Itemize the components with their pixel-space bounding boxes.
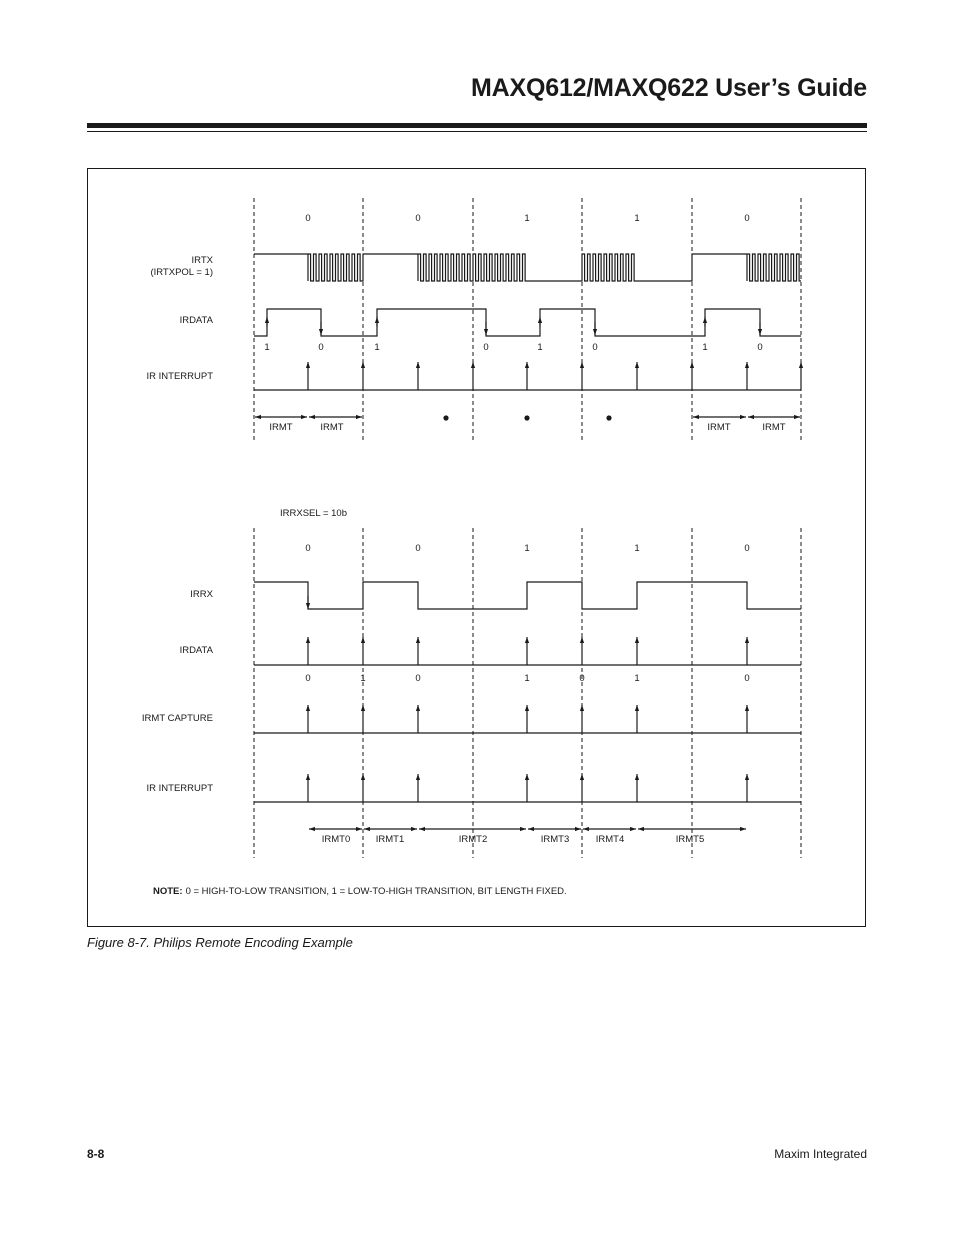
irmt-label: IRMT1 <box>375 834 405 845</box>
tx-irdata-values <box>264 342 762 353</box>
irdata-value: 0 <box>483 342 489 353</box>
tx-irdata-label: IRDATA <box>179 315 213 326</box>
page-title: MAXQ612/MAXQ622 User’s Guide <box>471 74 867 102</box>
figure-note <box>153 886 567 897</box>
irdata-value: 1 <box>702 342 708 353</box>
irdata-value: 0 <box>592 342 598 353</box>
figure-caption: Figure 8-7. Philips Remote Encoding Example <box>87 935 353 950</box>
irrxsel-label: IRRXSEL = 10b <box>280 508 347 519</box>
rx-bit-label: 1 <box>634 543 640 554</box>
company-name: Maxim Integrated <box>774 1147 867 1161</box>
page-number: 8-8 <box>87 1147 105 1161</box>
note-prefix: NOTE: <box>153 886 183 897</box>
irmt-label: IRMT2 <box>458 834 488 845</box>
irmt-label: IRMT <box>762 422 786 433</box>
tx-bit-label: 1 <box>634 213 640 224</box>
ellipsis-dot <box>443 415 448 420</box>
irrx-label: IRRX <box>190 589 213 600</box>
irdata-value: 0 <box>579 673 585 684</box>
irmt-label: IRMT5 <box>675 834 705 845</box>
rx-bit-labels <box>305 543 749 554</box>
irtx-label: IRTX <box>191 255 213 266</box>
note-text: 0 = HIGH-TO-LOW TRANSITION, 1 = LOW-TO-HIGH TRANSITION, BIT LENGTH FIXED. <box>185 886 567 897</box>
ellipsis-dots <box>443 415 611 420</box>
tx-irmt-labels <box>269 422 785 433</box>
irdata-value: 1 <box>374 342 380 353</box>
irmt-label: IRMT <box>269 422 293 433</box>
irmt-label: IRMT <box>707 422 731 433</box>
irmt-label: IRMT3 <box>540 834 570 845</box>
irmt-label: IRMT <box>320 422 344 433</box>
irdata-value: 0 <box>415 673 421 684</box>
irmt-label: IRMT4 <box>595 834 625 845</box>
irrx-waveform <box>254 582 801 609</box>
irdata-value: 0 <box>318 342 324 353</box>
irmt-label: IRMT0 <box>321 834 351 845</box>
rx-ir-interrupt-label: IR INTERRUPT <box>146 783 213 794</box>
tx-bit-labels <box>305 213 749 224</box>
irdata-value: 0 <box>757 342 763 353</box>
rx-bit-label: 0 <box>415 543 421 554</box>
irdata-value: 1 <box>537 342 543 353</box>
irdata-value: 1 <box>264 342 270 353</box>
irdata-value: 1 <box>524 673 530 684</box>
rx-bit-label: 0 <box>305 543 311 554</box>
irdata-value: 1 <box>634 673 640 684</box>
bit-boundary-dashes <box>254 198 801 858</box>
rx-irmt-labels <box>322 834 705 845</box>
tx-bit-label: 0 <box>415 213 421 224</box>
ellipsis-dot <box>524 415 529 420</box>
irdata-value: 1 <box>360 673 366 684</box>
irdata-value: 0 <box>305 673 311 684</box>
ellipsis-dot <box>606 415 611 420</box>
rx-irdata-label: IRDATA <box>179 645 213 656</box>
irtxpol-label: (IRTXPOL = 1) <box>150 267 213 278</box>
tx-bit-label: 0 <box>744 213 750 224</box>
tx-bit-label: 0 <box>305 213 311 224</box>
irtx-waveform <box>254 254 801 281</box>
irdata-value: 0 <box>744 673 750 684</box>
irmt-capture-label: IRMT CAPTURE <box>141 713 213 724</box>
rx-irdata-values <box>305 673 749 684</box>
rx-bit-label: 1 <box>524 543 530 554</box>
tx-bit-label: 1 <box>524 213 530 224</box>
tx-ir-interrupt-label: IR INTERRUPT <box>146 371 213 382</box>
rx-bit-label: 0 <box>744 543 750 554</box>
tx-irdata-waveform <box>254 309 801 336</box>
event-arrows <box>255 317 801 829</box>
